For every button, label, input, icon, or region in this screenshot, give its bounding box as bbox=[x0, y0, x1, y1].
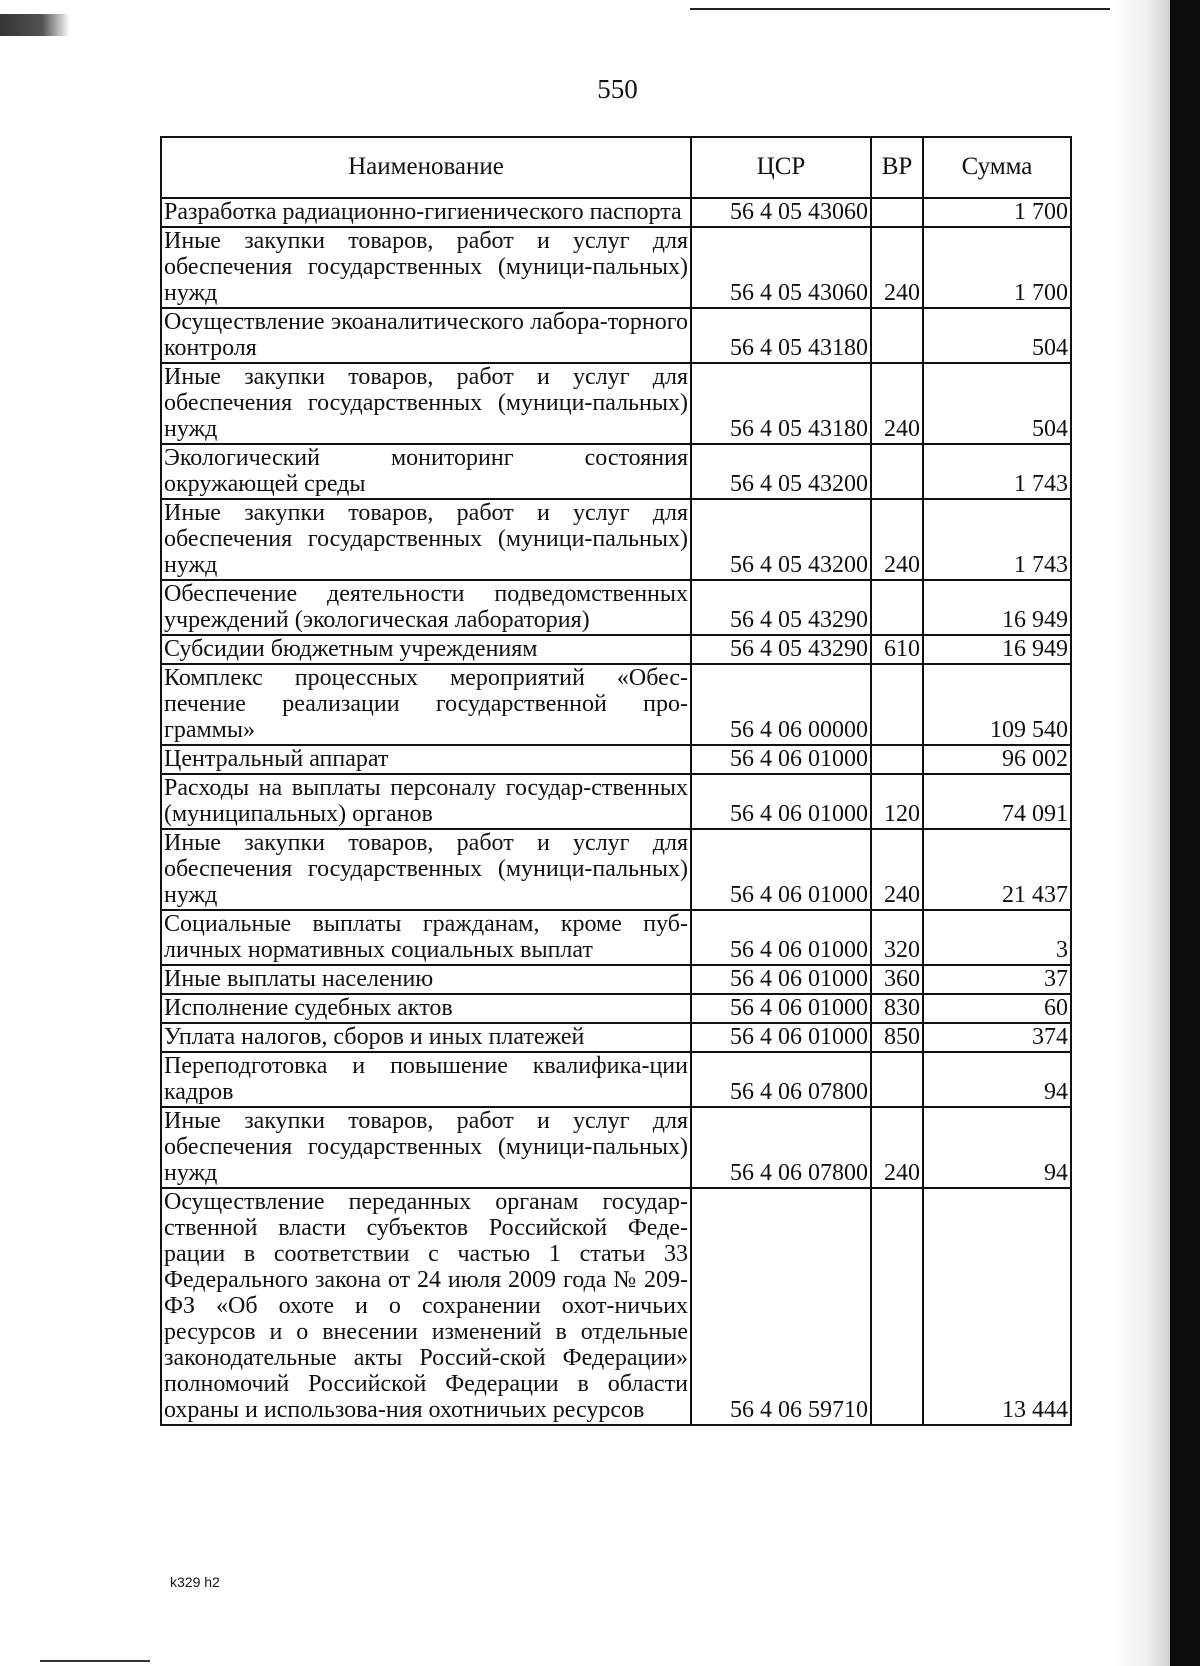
row-csr: 56 4 06 00000 bbox=[691, 664, 871, 745]
row-name: Субсидии бюджетным учреждениям bbox=[161, 635, 691, 664]
header-sum: Сумма bbox=[923, 137, 1071, 198]
row-sum: 1 700 bbox=[923, 198, 1071, 227]
row-csr: 56 4 05 43290 bbox=[691, 635, 871, 664]
row-vr bbox=[871, 198, 923, 227]
row-csr: 56 4 05 43060 bbox=[691, 198, 871, 227]
row-vr: 240 bbox=[871, 227, 923, 308]
row-sum: 1 743 bbox=[923, 499, 1071, 580]
row-sum: 37 bbox=[923, 965, 1071, 994]
table-row bbox=[161, 635, 1071, 664]
table-header-row bbox=[161, 137, 1071, 198]
row-name: Иные закупки товаров, работ и услуг для обеспечения государственных (муници-пальных) нужд bbox=[161, 499, 691, 580]
table-row bbox=[161, 499, 1071, 580]
row-vr: 120 bbox=[871, 774, 923, 829]
row-sum: 16 949 bbox=[923, 635, 1071, 664]
row-name: Иные закупки товаров, работ и услуг для обеспечения государственных (муници-пальных) нужд bbox=[161, 829, 691, 910]
table-row bbox=[161, 444, 1071, 499]
row-sum: 374 bbox=[923, 1023, 1071, 1052]
row-sum: 74 091 bbox=[923, 774, 1071, 829]
row-name: Расходы на выплаты персоналу государ-ственных (муниципальных) органов bbox=[161, 774, 691, 829]
row-name: Осуществление экоаналитического лабора-торного контроля bbox=[161, 308, 691, 363]
row-sum: 16 949 bbox=[923, 580, 1071, 635]
table-row bbox=[161, 198, 1071, 227]
scan-artifact-left bbox=[0, 14, 70, 36]
row-csr: 56 4 05 43200 bbox=[691, 499, 871, 580]
row-csr: 56 4 05 43180 bbox=[691, 308, 871, 363]
row-name: Обеспечение деятельности подведомственных учреждений (экологическая лаборатория) bbox=[161, 580, 691, 635]
table-row bbox=[161, 829, 1071, 910]
table-row bbox=[161, 227, 1071, 308]
row-name: Разработка радиационно-гигиенического паспорта bbox=[161, 198, 691, 227]
row-sum: 60 bbox=[923, 994, 1071, 1023]
row-name: Иные закупки товаров, работ и услуг для обеспечения государственных (муници-пальных) нужд bbox=[161, 227, 691, 308]
row-name: Экологический мониторинг состояния окружающей среды bbox=[161, 444, 691, 499]
row-name: Уплата налогов, сборов и иных платежей bbox=[161, 1023, 691, 1052]
budget-table bbox=[160, 136, 1072, 1426]
row-sum: 504 bbox=[923, 363, 1071, 444]
table-row bbox=[161, 1188, 1071, 1425]
table-row bbox=[161, 965, 1071, 994]
row-vr: 610 bbox=[871, 635, 923, 664]
row-sum: 1 743 bbox=[923, 444, 1071, 499]
row-vr: 240 bbox=[871, 499, 923, 580]
row-vr bbox=[871, 580, 923, 635]
row-name: Иные закупки товаров, работ и услуг для обеспечения государственных (муници-пальных) нужд bbox=[161, 1107, 691, 1188]
table-row bbox=[161, 910, 1071, 965]
row-vr: 830 bbox=[871, 994, 923, 1023]
table-body bbox=[161, 198, 1071, 1425]
scan-artifact-right-edge bbox=[1170, 0, 1200, 1666]
page-number: 550 bbox=[597, 74, 638, 104]
scan-artifact-right-shadow bbox=[1110, 0, 1170, 1666]
row-csr: 56 4 05 43290 bbox=[691, 580, 871, 635]
row-name: Осуществление переданных органам государ-ственной власти субъектов Российской Феде-рации в соответствии с частью 1 статьи 33 Федерального закона от 24 июля 2009 года № 209-ФЗ «Об охоте и о сохранении охот-ничьих ресурсов и о внесении изменений в отдельные законодательные акты Россий-ской Федерации» полномочий Российской Федерации в области охраны и использова-ния охотничьих ресурсов bbox=[161, 1188, 691, 1425]
row-sum: 94 bbox=[923, 1107, 1071, 1188]
table-row bbox=[161, 580, 1071, 635]
row-csr: 56 4 06 01000 bbox=[691, 774, 871, 829]
row-vr bbox=[871, 1188, 923, 1425]
row-name: Комплекс процессных мероприятий «Обес-печение реализации государственной про-граммы» bbox=[161, 664, 691, 745]
row-csr: 56 4 05 43200 bbox=[691, 444, 871, 499]
row-sum: 109 540 bbox=[923, 664, 1071, 745]
row-name: Социальные выплаты гражданам, кроме пуб-личных нормативных социальных выплат bbox=[161, 910, 691, 965]
row-csr: 56 4 05 43060 bbox=[691, 227, 871, 308]
row-name: Переподготовка и повышение квалифика-ции кадров bbox=[161, 1052, 691, 1107]
scan-artifact-top-line bbox=[690, 8, 1110, 10]
row-csr: 56 4 06 01000 bbox=[691, 745, 871, 774]
row-vr bbox=[871, 444, 923, 499]
row-name: Исполнение судебных актов bbox=[161, 994, 691, 1023]
footer-document-code: k329 h2 bbox=[170, 1574, 220, 1590]
row-name: Иные выплаты населению bbox=[161, 965, 691, 994]
row-sum: 94 bbox=[923, 1052, 1071, 1107]
row-csr: 56 4 06 07800 bbox=[691, 1052, 871, 1107]
row-sum: 504 bbox=[923, 308, 1071, 363]
table-row bbox=[161, 994, 1071, 1023]
row-vr bbox=[871, 308, 923, 363]
table-row bbox=[161, 1023, 1071, 1052]
row-name: Центральный аппарат bbox=[161, 745, 691, 774]
table-row bbox=[161, 664, 1071, 745]
row-csr: 56 4 05 43180 bbox=[691, 363, 871, 444]
table-row bbox=[161, 1107, 1071, 1188]
row-csr: 56 4 06 01000 bbox=[691, 1023, 871, 1052]
row-sum: 96 002 bbox=[923, 745, 1071, 774]
scan-artifact-bottom-line bbox=[40, 1660, 150, 1662]
table-row bbox=[161, 1052, 1071, 1107]
table-row bbox=[161, 363, 1071, 444]
row-sum: 13 444 bbox=[923, 1188, 1071, 1425]
row-vr: 360 bbox=[871, 965, 923, 994]
row-sum: 3 bbox=[923, 910, 1071, 965]
row-vr: 240 bbox=[871, 1107, 923, 1188]
row-sum: 21 437 bbox=[923, 829, 1071, 910]
row-csr: 56 4 06 01000 bbox=[691, 965, 871, 994]
row-csr: 56 4 06 01000 bbox=[691, 910, 871, 965]
header-csr: ЦСР bbox=[691, 137, 871, 198]
row-name: Иные закупки товаров, работ и услуг для обеспечения государственных (муници-пальных) нужд bbox=[161, 363, 691, 444]
row-vr bbox=[871, 664, 923, 745]
table-row bbox=[161, 308, 1071, 363]
row-vr bbox=[871, 1052, 923, 1107]
row-vr: 850 bbox=[871, 1023, 923, 1052]
table-row bbox=[161, 774, 1071, 829]
row-vr: 320 bbox=[871, 910, 923, 965]
row-vr bbox=[871, 745, 923, 774]
row-vr: 240 bbox=[871, 363, 923, 444]
row-vr: 240 bbox=[871, 829, 923, 910]
table-row bbox=[161, 745, 1071, 774]
row-sum: 1 700 bbox=[923, 227, 1071, 308]
header-name: Наименование bbox=[161, 137, 691, 198]
row-csr: 56 4 06 07800 bbox=[691, 1107, 871, 1188]
row-csr: 56 4 06 59710 bbox=[691, 1188, 871, 1425]
row-csr: 56 4 06 01000 bbox=[691, 829, 871, 910]
row-csr: 56 4 06 01000 bbox=[691, 994, 871, 1023]
header-vr: ВР bbox=[871, 137, 923, 198]
